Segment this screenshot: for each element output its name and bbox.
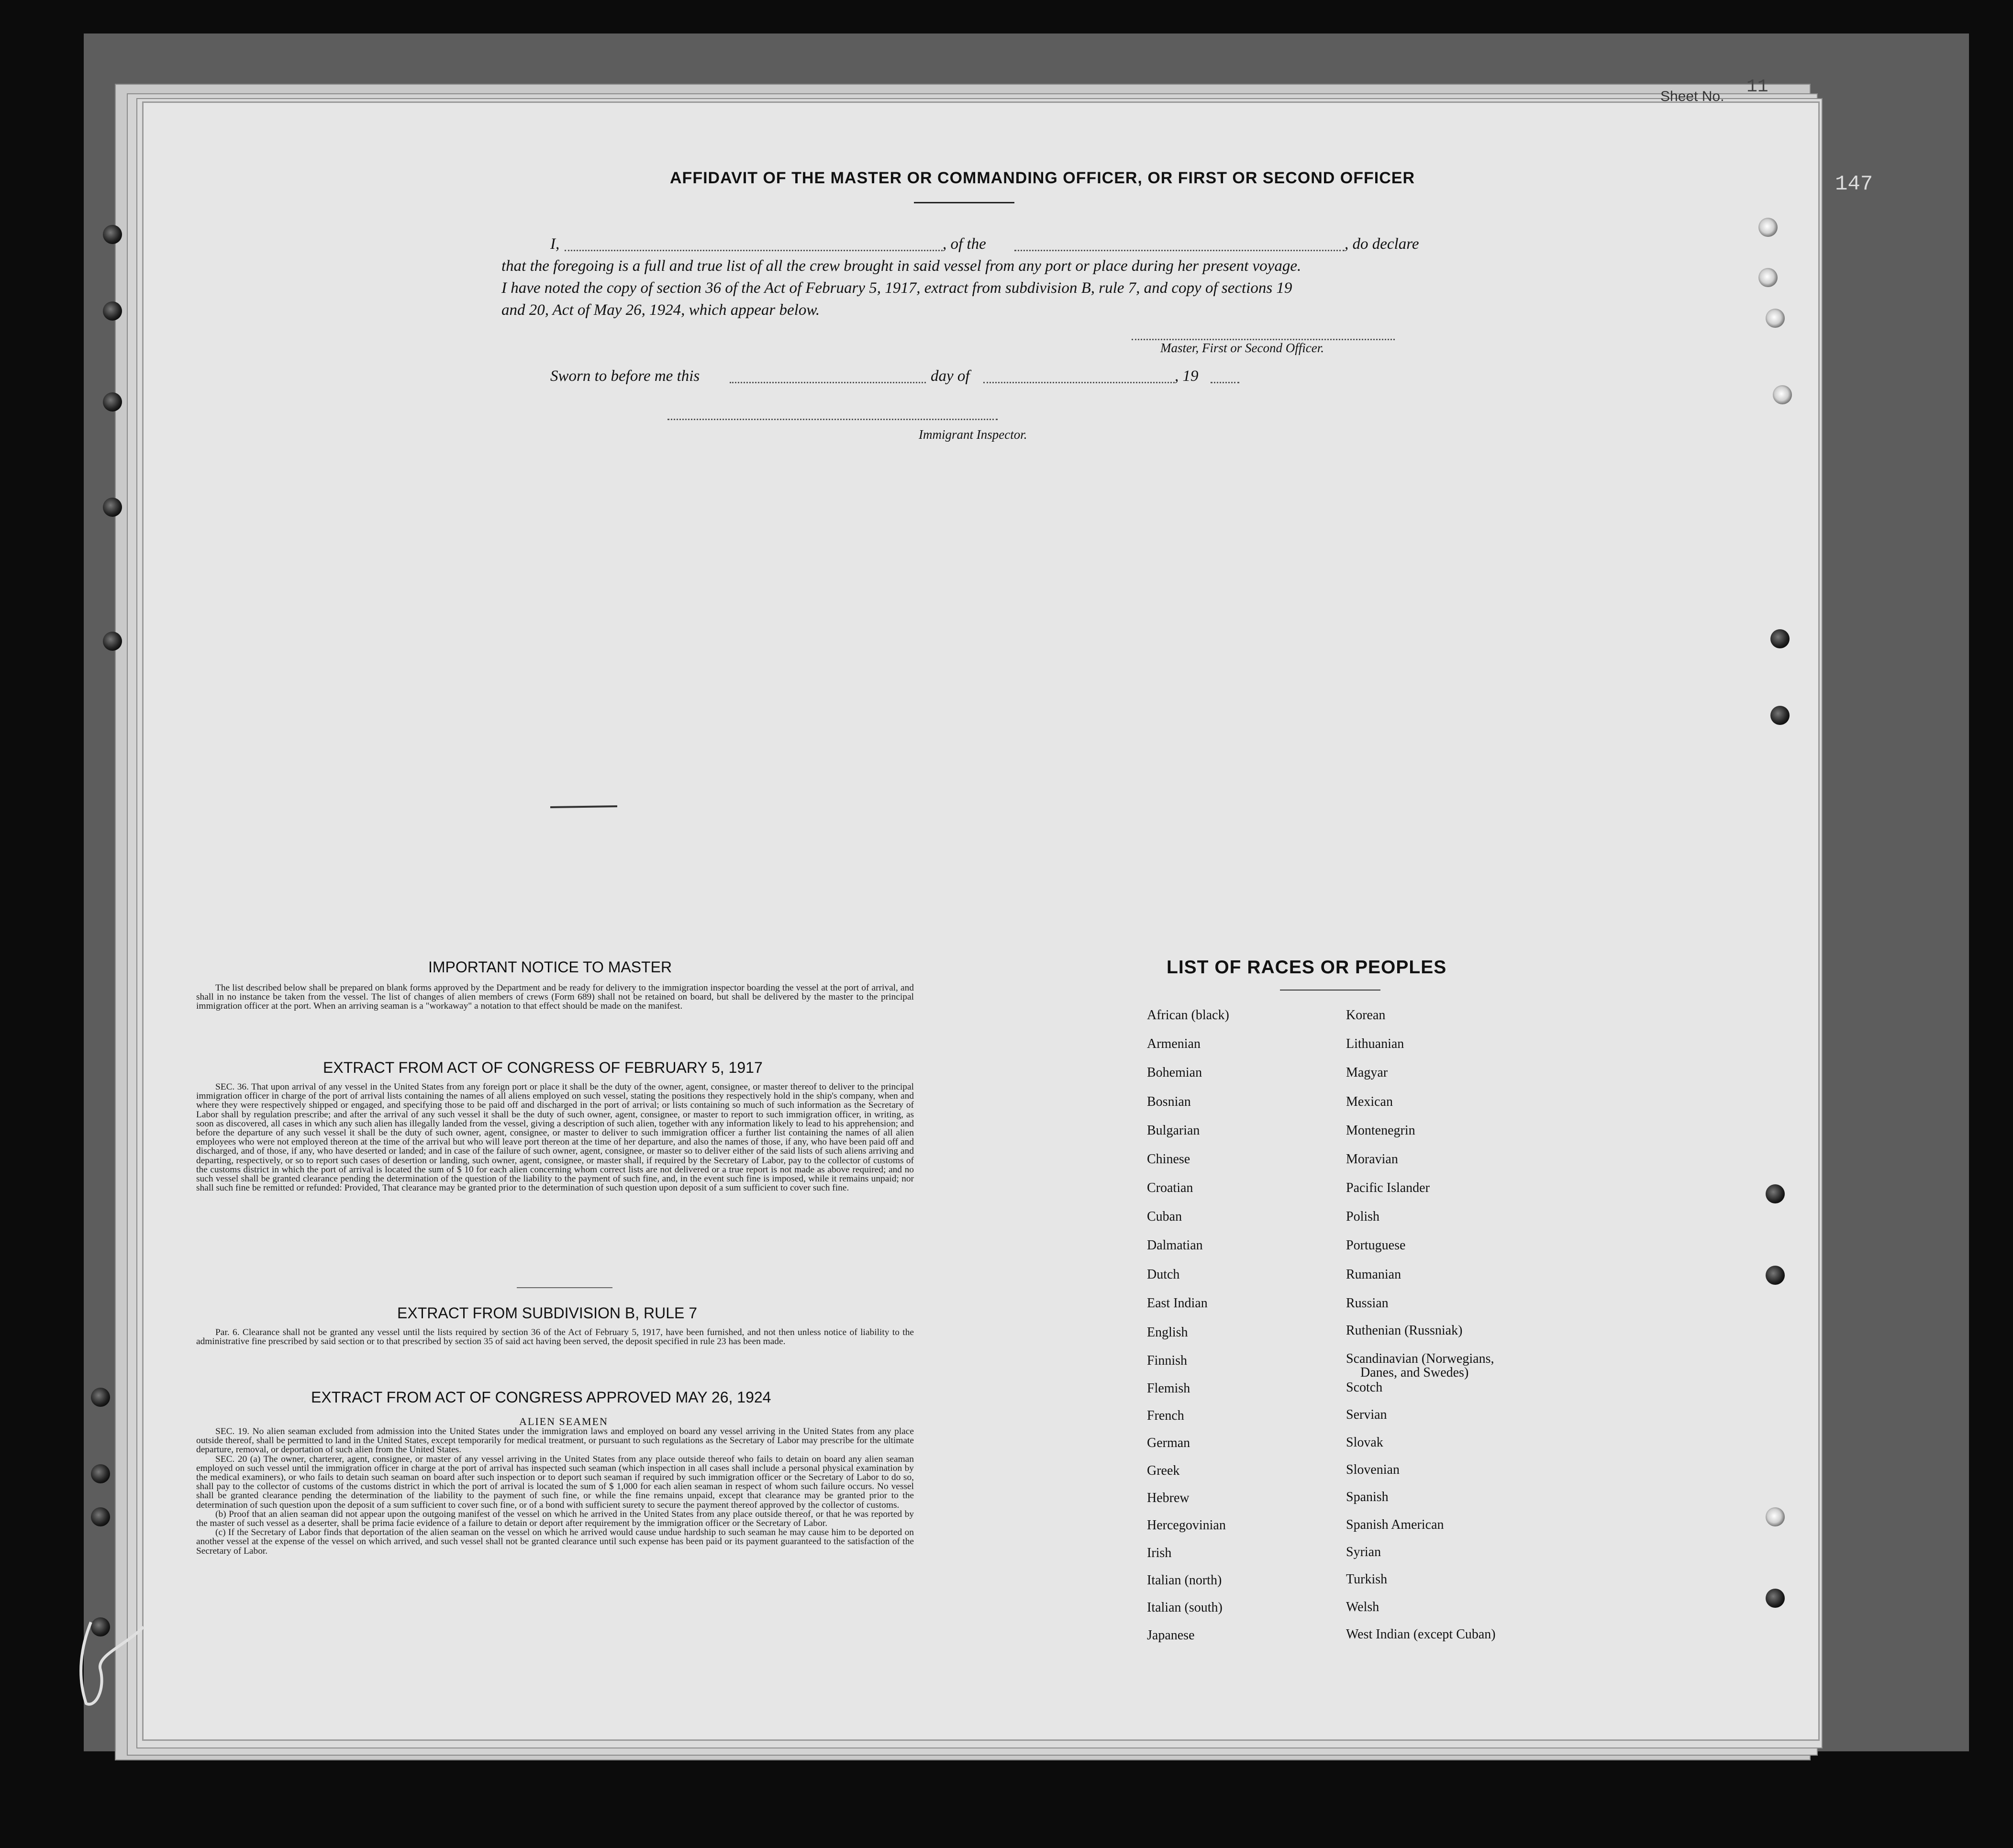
race-left-item: Dutch <box>1147 1267 1180 1282</box>
race-right-continuation: Danes, and Swedes) <box>1360 1365 1469 1380</box>
binder-hole <box>1766 1507 1785 1526</box>
race-left-item: Flemish <box>1147 1381 1190 1396</box>
race-right-item: Moravian <box>1346 1152 1398 1167</box>
binder-hole <box>1770 706 1790 725</box>
sworn-day-field[interactable] <box>730 382 926 383</box>
race-right-item: Syrian <box>1346 1545 1381 1559</box>
divider <box>1280 990 1380 991</box>
race-right-item: Servian <box>1346 1407 1387 1422</box>
sec-20a-paragraph: SEC. 20 (a) The owner, charterer, agent, consignee, or master of any vessel arriving in the United States from any place outside thereof who fails to detain on board any alien seaman employed on such vessel until the immigration officer in charge at the port of arrival has inspected such seaman (which inspection in all cases shall include a personal physical examination by the medical examiners), or who fails to detain such seaman on board after such inspection or to deport such seaman if required by such immigration officer or the Secretary of Labor to do so, shall pay to the collector of customs of the customs district in which the port of arrival is located the sum of $ 1,000 for each alien seaman in respect of whom such failure occurs. No vessel shall be granted clearance pending the determination of the liability to the payment of such fine, or while the fine remains unpaid, except that clearance may be granted prior to the determination of such question upon the deposit of a sum sufficient to cover such fine, or of a bond with sufficient surety to secure the payment thereof approved by the collector of customs. <box>196 1454 914 1510</box>
extract-rule7-title: EXTRACT FROM SUBDIVISION B, RULE 7 <box>397 1304 698 1322</box>
extract-rule7-text <box>196 1328 914 1356</box>
sec-20c-paragraph: (c) If the Secretary of Labor finds that deportation of the alien seaman on the vessel on which he arrived would cause undue hardship to such seaman he may cause him to be deported on another vessel at the expense of the vessel on which arrived, and such vessel shall not be granted clearance until such expense has been paid or its payment guaranteed to the satisfaction of the Secretary of Labor. <box>196 1527 914 1556</box>
affidavit-line-3: I have noted the copy of section 36 of the Act of February 5, 1917, extract from subdivision B, rule 7, and copy of sections 19 <box>501 279 1292 297</box>
day-of-label: day of <box>931 367 970 385</box>
master-signature-caption: Master, First or Second Officer. <box>1160 341 1324 355</box>
race-left-item: Bulgarian <box>1147 1123 1200 1138</box>
divider <box>517 1287 612 1288</box>
binder-hole <box>1766 1266 1785 1285</box>
race-right-item: Scandinavian (Norwegians, <box>1346 1351 1494 1366</box>
binder-hole <box>1766 1589 1785 1608</box>
sheet-number-label: Sheet No. <box>1660 89 1724 104</box>
year-label: , 19 <box>1175 367 1199 385</box>
race-right-item: Lithuanian <box>1346 1036 1404 1051</box>
race-right-item: Rumanian <box>1346 1267 1401 1282</box>
master-name-field[interactable] <box>565 250 943 251</box>
race-right-item: Russian <box>1346 1296 1389 1311</box>
binder-hole <box>1770 629 1790 648</box>
binder-hole <box>91 1464 110 1483</box>
sworn-month-field[interactable] <box>983 382 1175 383</box>
race-right-item: Spanish American <box>1346 1517 1444 1532</box>
race-left-item: Dalmatian <box>1147 1238 1203 1253</box>
race-right-item: Ruthenian (Russniak) <box>1346 1323 1463 1338</box>
race-left-item: Irish <box>1147 1546 1172 1560</box>
inspector-signature-field[interactable] <box>667 419 998 420</box>
race-left-item: Italian (south) <box>1147 1600 1223 1615</box>
inspector-caption: Immigrant Inspector. <box>919 427 1027 442</box>
race-left-item: Finnish <box>1147 1353 1188 1368</box>
binder-hole <box>103 632 122 651</box>
races-title: LIST OF RACES OR PEOPLES <box>1167 957 1447 978</box>
extract-1917-text <box>196 1082 914 1275</box>
race-right-item: Slovenian <box>1346 1462 1400 1477</box>
binder-hole <box>103 498 122 517</box>
race-right-item: Polish <box>1346 1209 1380 1224</box>
race-right-item: Slovak <box>1346 1435 1383 1450</box>
race-right-item: Welsh <box>1346 1600 1379 1614</box>
race-left-item: Greek <box>1147 1463 1180 1478</box>
race-left-item: Hercegovinian <box>1147 1518 1226 1533</box>
affidavit-i-label: I, <box>550 235 560 253</box>
affidavit-title: AFFIDAVIT OF THE MASTER OR COMMANDING OFFICER, OR FIRST OR SECOND OFFICER <box>670 169 1415 187</box>
extract-1917-title: EXTRACT FROM ACT OF CONGRESS OF FEBRUARY 5, 1917 <box>323 1059 763 1076</box>
par-6-paragraph: Par. 6. Clearance shall not be granted any vessel until the lists required by section 36 of the Act of February 5, 1917, have been furnished, and not then unless notice of liability to the administrative fine prescribed by said section or to that prescribed by section 35 of said act having been served, the deposit specified in rule 23 has been made. <box>196 1328 914 1347</box>
race-left-item: African (black) <box>1147 1008 1229 1023</box>
ink-mark <box>550 804 617 811</box>
notice-text <box>196 983 914 1029</box>
race-left-item: Cuban <box>1147 1209 1182 1224</box>
binder-hole <box>1766 309 1785 328</box>
binder-hole <box>91 1388 110 1407</box>
race-left-item: Japanese <box>1147 1628 1195 1643</box>
race-right-item: Scotch <box>1346 1380 1383 1395</box>
vessel-name-field[interactable] <box>1014 250 1345 251</box>
race-left-item: East Indian <box>1147 1296 1208 1311</box>
binder-hole <box>1766 1184 1785 1203</box>
affidavit-declare-label: , do declare <box>1345 235 1419 253</box>
alien-seamen-subtitle: ALIEN SEAMEN <box>519 1415 608 1427</box>
race-left-item: Croatian <box>1147 1180 1193 1195</box>
race-left-item: Chinese <box>1147 1152 1190 1167</box>
race-left-item: Hebrew <box>1147 1491 1190 1505</box>
race-right-item: Spanish <box>1346 1490 1389 1504</box>
race-left-item: English <box>1147 1325 1188 1340</box>
race-left-item: Bohemian <box>1147 1065 1202 1080</box>
race-right-item: Montenegrin <box>1346 1123 1415 1138</box>
race-left-item: German <box>1147 1436 1190 1450</box>
race-left-item: Armenian <box>1147 1036 1201 1051</box>
notice-title: IMPORTANT NOTICE TO MASTER <box>428 958 672 976</box>
notice-paragraph: The list described below shall be prepared on blank forms approved by the Department and be ready for delivery to the immigration inspector boarding the vessel at the port of arrival, and shall in no instance be taken from the vessel. The list of changes of alien members of crews (Form 689) shall not be retained on board, but shall be delivered by the master to the principal immigration officer at the port. When an arriving seaman is a "workaway" a notation to that effect should be made on the manifest. <box>196 983 914 1012</box>
race-right-item: West Indian (except Cuban) <box>1346 1627 1496 1642</box>
race-left-item: Italian (north) <box>1147 1573 1222 1588</box>
race-right-item: Pacific Islander <box>1346 1180 1430 1195</box>
sheet-number: 11 <box>1746 77 1768 97</box>
master-signature-field[interactable] <box>1132 339 1395 340</box>
binder-hole <box>1758 268 1778 287</box>
divider <box>914 202 1014 203</box>
binder-hole <box>103 301 122 321</box>
handwritten-mark <box>72 1617 153 1713</box>
sworn-year-field[interactable] <box>1211 382 1239 383</box>
race-right-item: Mexican <box>1346 1094 1393 1109</box>
binder-hole <box>1773 385 1792 404</box>
extract-1924-text <box>196 1427 914 1647</box>
sec-19-paragraph: SEC. 19. No alien seaman excluded from admission into the United States under the immigration laws and employed on board any vessel arriving in the United States from any place outside thereof, shall be permitted to land in the United States, except temporarily for medical treatment, or pursuant to such regulations as the Secretary of Labor may prescribe for the ultimate departure, removal, or deportation of such alien from the United States. <box>196 1427 914 1455</box>
race-right-item: Magyar <box>1346 1065 1388 1080</box>
race-left-item: French <box>1147 1408 1184 1423</box>
margin-number: 147 <box>1835 172 1873 196</box>
race-left-item: Bosnian <box>1147 1094 1191 1109</box>
sec-36-paragraph: SEC. 36. That upon arrival of any vessel in the United States from any foreign port or place it shall be the duty of the owner, agent, consignee, or master thereof to deliver to the principal immigration officer in charge of the port of arrival lists containing the names of all aliens employed on such vessel, stating the positions they respectively hold in the ship's company, when and where they were respectively shipped or engaged, and specifying those to be paid off and discharged in the port of arrival; or lists containing so much of such information as the Secretary of Labor shall by regulation prescribe; and after the arrival of any such vessel it shall be the duty of such owner, agent, consignee, or master to report to such immigration officer, in writing, as soon as discovered, all cases in which any such alien has illegally landed from the vessel, giving a description of such alien, together with any information likely to lead to his apprehension; and before the departure of any such vessel it shall be the duty of such owner, agent, consignee, or master to deliver to such immigration officer a further list containing the names of all alien employees who were not employed thereon at the time of the arrival but who will leave port thereon at the time of her departure, and also the names of those, if any, who have been paid off and discharged, and of those, if any, who have deserted or landed; and in case of the failure of such owner, agent, consignee, or master so to deliver either of the said lists of such aliens arriving and departing, respectively, or so to report such cases of desertion or landing, such owner, agent, consignee, or master shall, if required by the Secretary of Labor, pay to the collector of customs of the customs district in which the port of arrival is located the sum of $ 10 for each alien concerning whom correct lists are not delivered or a true report is not made as above required; and no such vessel shall be granted clearance pending the determination of the question of the liability to the payment of such fine, and, in the event such fine is imposed, while it remains unpaid; nor shall such fine be remitted or refunded: Provided, That clearance may be granted prior to the determination of such question upon deposit of a sum sufficient to cover such fine. <box>196 1082 914 1193</box>
sworn-label: Sworn to before me this <box>550 367 700 385</box>
race-right-item: Korean <box>1346 1008 1386 1023</box>
affidavit-of-the-label: , of the <box>943 235 986 253</box>
binder-hole <box>103 392 122 412</box>
race-right-item: Turkish <box>1346 1572 1388 1587</box>
affidavit-line-2: that the foregoing is a full and true list of all the crew brought in said vessel from any port or place during her present voyage. <box>501 257 1301 275</box>
binder-hole <box>103 225 122 244</box>
affidavit-line-4: and 20, Act of May 26, 1924, which appear below. <box>501 301 820 319</box>
race-right-item: Portuguese <box>1346 1238 1406 1253</box>
sec-20b-paragraph: (b) Proof that an alien seaman did not appear upon the outgoing manifest of the vessel on which he arrived in the United States from any place outside thereof, or that he was reported by the master of such vessel as a deserter, shall be prima facie evidence of a failure to detain or deport after requirement by the immigration officer or the Secretary of Labor. <box>196 1509 914 1529</box>
extract-1924-title: EXTRACT FROM ACT OF CONGRESS APPROVED MAY 26, 1924 <box>311 1389 771 1406</box>
binder-hole <box>1758 218 1778 237</box>
binder-hole <box>91 1507 110 1526</box>
